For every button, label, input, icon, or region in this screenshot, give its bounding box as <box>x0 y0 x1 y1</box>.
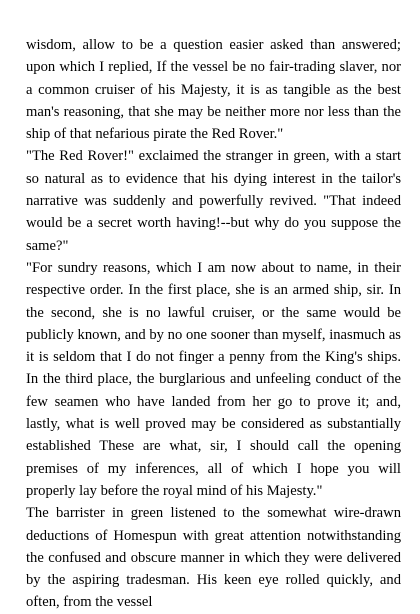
paragraph: "The Red Rover!" exclaimed the stranger in green, with a start so natural as to evidence that his dying interest in the tailor's narrative was suddenly and powerfully revived. "That indeed would be a secret worth having!--but why do you suppose the same?" <box>26 148 401 254</box>
paragraph: "For sundry reasons, which I am now about to name, in their respective order. In the first place, she is an armed ship, sir. In the second, she is no lawful cruiser, or the same would be publicly known, and by no one sooner than myself, inasmuch as it is seldom that I do not finger a penny from the King's ships. In the third place, the burglarious and unfeeling conduct of the few seamen who have landed from her go to prove it; and, lastly, what is well proved may be considered as substantially established These are what, sir, I should call the opening premises of my inferences, all of which I hope you will properly lay before the royal mind of his Majesty." <box>26 259 401 499</box>
document-page <box>26 34 401 614</box>
paragraph: wisdom, allow to be a question easier asked than answered; upon which I replied, If the vessel be no fair-trading slaver, nor a common cruiser of his Majesty, it is as tangible as the best man's reasoning, that she may be neither more nor less than the ship of that nefarious pirate the Red Rover." <box>26 37 401 143</box>
paragraph: The barrister in green listened to the somewhat wire-drawn deductions of Homespun with great attention notwithstanding the confused and obscure manner in which they were delivered by the aspiring tradesman. His keen eye rolled quickly, and often, from the vessel <box>26 505 401 611</box>
